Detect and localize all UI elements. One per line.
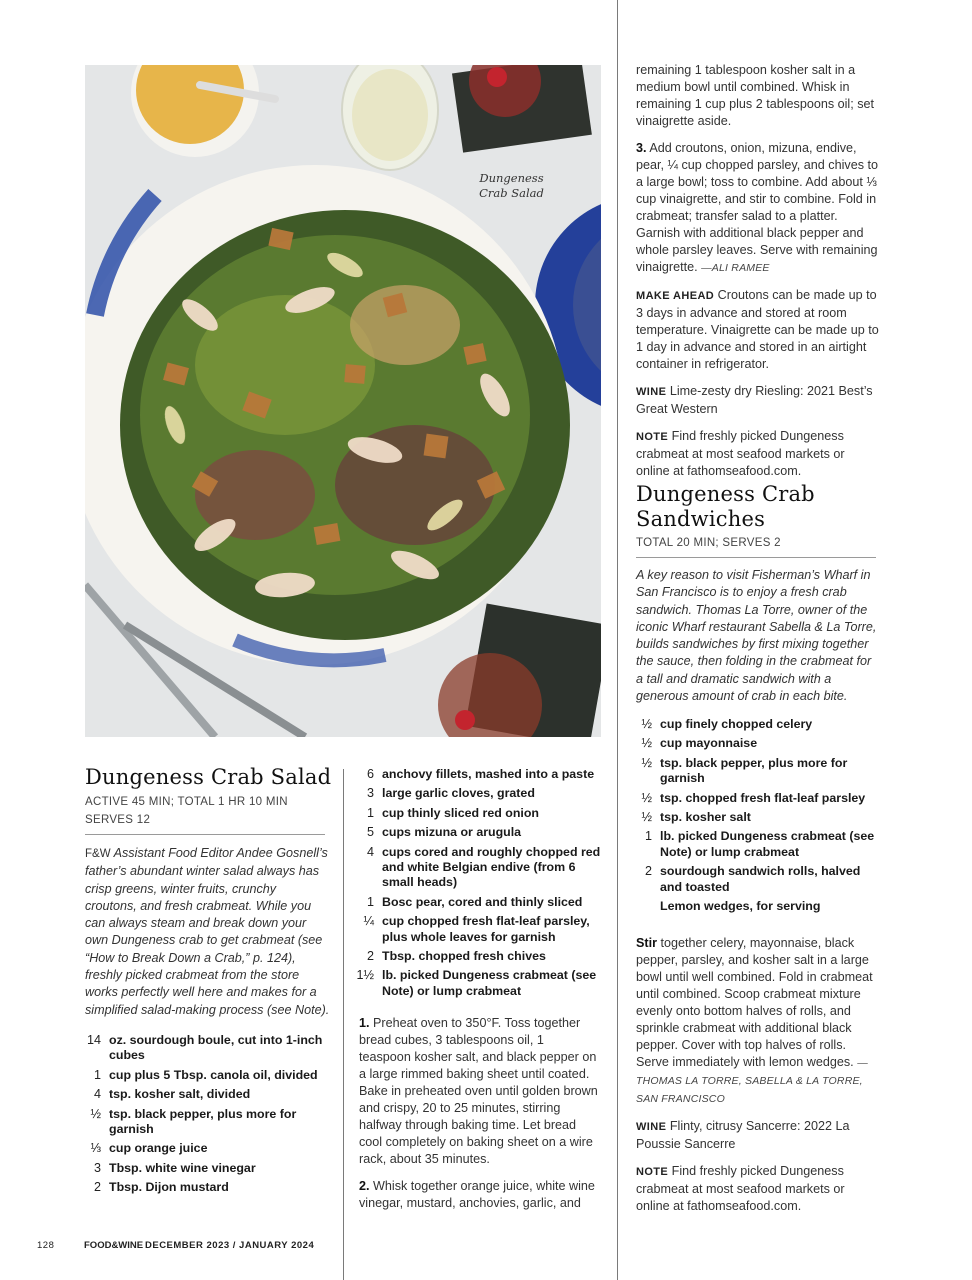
ingredient-row: [636, 864, 881, 895]
note: [636, 428, 881, 480]
recipe-intro-text: Assistant Food Editor Andee Gosnell’s father’s abundant winter salad always has crisp greens, winter fruits, crunchy croutons, and fresh crabmeat. While you can always steam and break down your own Dungeness crab to get crabmeat (see “How to Break Down a Crab,” p. 124), freshly picked crabmeat from the store works perfectly well here and makes for a simplified salad-making process (see Note).: [85, 846, 330, 1017]
ingredient-text: large garlic cloves, grated: [382, 786, 535, 801]
recipe-credit: —ALI RAMEE: [701, 262, 770, 274]
photo-caption: Dungeness Crab Salad: [479, 171, 544, 200]
step-text: Whisk together orange juice, white wine vinegar, mustard, anchovies, garlic, and: [359, 1179, 595, 1210]
ingredient-row: [356, 825, 602, 840]
ingredient-qty: 2: [366, 949, 374, 964]
page-number: 128: [37, 1240, 55, 1251]
step-text: Add croutons, onion, mizuna, endive, pear, ¼ cup chopped parsley, and chives to a large bowl; toss to combine. Add about ⅓ cup vinaigrette, and stir to combine. Fold in crabmeat; transfer salad to a platter. Garnish with additional black pepper and whole parsley leaves. Serve with remaining vinaigrette.: [636, 141, 879, 274]
ingredient-text: Tbsp. Dijon mustard: [109, 1180, 229, 1195]
ingredient-qty: ½: [90, 1106, 101, 1121]
ingredient-row: [85, 1161, 330, 1176]
wine-text: Lime-zesty dry Riesling: 2021 Best’s Great Western: [636, 384, 873, 416]
recipe-meta-serves: SERVES 12: [85, 814, 151, 826]
ingredient-qty: 4: [93, 1087, 101, 1102]
ingredient-text: tsp. chopped fresh flat-leaf parsley: [660, 790, 866, 805]
ingredient-row: [356, 845, 602, 891]
ingredient-text: cup thinly sliced red onion: [382, 805, 539, 820]
header-rule: [85, 834, 325, 835]
ingredient-qty: 2: [644, 864, 652, 879]
ingredient-qty: 2: [93, 1180, 101, 1195]
method-steps-a: [359, 1015, 599, 1222]
ingredient-qty: 1: [93, 1067, 101, 1082]
method-paragraph: [636, 935, 881, 1108]
ingredient-row: [85, 1087, 330, 1102]
salad-photo: [85, 65, 601, 737]
ingredient-text: anchovy fillets, mashed into a paste: [382, 767, 595, 781]
ingredients-list-b: [356, 767, 602, 1003]
ingredient-row: [636, 899, 881, 914]
ingredient-row: [356, 949, 602, 964]
ingredient-text: cup finely chopped celery: [660, 717, 813, 731]
ingredient-row: [356, 806, 602, 821]
ingredient-text: tsp. kosher salt: [660, 810, 751, 825]
ingredient-qty: ½: [641, 717, 652, 731]
ingredient-row: [636, 756, 881, 787]
ingredient-row: [356, 767, 602, 782]
ingredient-text: oz. sourdough boule, cut into 1-inch cubes: [109, 1033, 323, 1063]
ingredient-qty: ⅓: [90, 1141, 101, 1156]
wine-pairing: [636, 383, 881, 418]
ingredient-text: cups mizuna or arugula: [382, 825, 522, 840]
ingredient-text: tsp. black pepper, plus more for garnish: [109, 1106, 297, 1137]
step-2: [359, 1178, 599, 1212]
salad-illustration: [85, 65, 601, 737]
recipe-2-meta: TOTAL 20 MIN; SERVES 2: [636, 537, 781, 549]
ingredient-qty: 3: [366, 786, 374, 801]
ingredients-list-c: [636, 717, 881, 918]
ingredient-qty: 1: [366, 894, 374, 909]
ingredient-qty: 1: [366, 805, 374, 820]
ingredient-row: [356, 786, 602, 801]
ingredient-text: Tbsp. chopped fresh chives: [382, 949, 546, 964]
step-text: Preheat oven to 350°F. Toss together bread cubes, 3 tablespoons oil, 1 teaspoon kosher salt, and black pepper on a large rimmed baking sheet until coated. Bake in preheated oven until golden brown and crispy, 20 to 25 minutes, stirring halfway through baking time. Let bread cool completely on baking sheet on a wire rack, about 35 minutes.: [359, 1016, 598, 1166]
ingredient-text: sourdough sandwich rolls, halved and toasted: [660, 864, 861, 894]
note-text: Find freshly picked Dungeness crabmeat at most seafood markets or online at fathomseafood.com.: [636, 429, 845, 478]
ingredient-row: [636, 810, 881, 825]
recipe-meta-time: ACTIVE 45 MIN; TOTAL 1 HR 10 MIN: [85, 796, 288, 808]
ingredient-row: [85, 1033, 330, 1064]
recipe-2-title: [636, 482, 881, 532]
ingredient-qty: 1½: [356, 968, 374, 983]
column-divider-left: [343, 769, 344, 1280]
ingredient-qty: ½: [641, 755, 652, 770]
note-label: NOTE: [636, 1166, 669, 1178]
ingredient-text: cup plus 5 Tbsp. canola oil, divided: [109, 1067, 318, 1082]
ingredient-text: Lemon wedges, for serving: [660, 899, 821, 914]
ingredient-qty: ½: [641, 810, 652, 825]
ingredient-text: tsp. kosher salt, divided: [109, 1087, 251, 1102]
wine-label: WINE: [636, 386, 667, 398]
recipe-credit: —THOMAS LA TORRE, SABELLA & LA TORRE, SAN FRANCISCO: [636, 1057, 868, 1105]
ingredient-qty: 14: [86, 1033, 101, 1047]
ingredient-text: lb. picked Dungeness crabmeat (see Note) or lump crabmeat: [382, 968, 597, 998]
column-divider-right: [617, 0, 618, 1280]
step-number: 3.: [636, 141, 647, 155]
ingredient-text: cup chopped fresh flat-leaf parsley, plus whole leaves for garnish: [382, 914, 590, 944]
ingredient-qty: 3: [93, 1160, 101, 1175]
recipe-2-method: [636, 935, 881, 1225]
wine-text: Flinty, citrusy Sancerre: 2022 La Poussie Sancerre: [636, 1119, 850, 1151]
ingredient-qty: 1: [644, 829, 652, 844]
recipe-intro: [85, 845, 331, 1019]
ingredient-text: Bosc pear, cored and thinly sliced: [382, 894, 583, 909]
step-number: 2.: [359, 1179, 370, 1193]
ingredient-row: [85, 1180, 330, 1195]
ingredient-text: cup mayonnaise: [660, 736, 758, 751]
ingredient-row: [636, 829, 881, 860]
brand-initials: F&W: [85, 848, 111, 860]
ingredient-row: [636, 736, 881, 751]
ingredient-qty: ¼: [363, 914, 374, 929]
method-lead: Stir: [636, 936, 657, 950]
recipe-title: Dungeness Crab Salad: [85, 765, 332, 789]
ingredient-row: [85, 1141, 330, 1156]
note-text: Find freshly picked Dungeness crabmeat at most seafood markets or online at fathomseafood.com.: [636, 1164, 845, 1213]
note-2: [636, 1163, 881, 1215]
make-ahead-text: Croutons can be made up to 3 days in advance and stored at room temperature. Vinaigrette can be made up to 1 day in advance and stored in an airtight container in refrigerator.: [636, 288, 879, 371]
ingredient-qty: ½: [641, 736, 652, 751]
make-ahead-note: [636, 287, 881, 373]
recipe-2-title-line2: Sandwiches: [636, 507, 766, 531]
header-rule-2: [636, 557, 876, 558]
ingredient-text: Tbsp. white wine vinegar: [109, 1160, 256, 1175]
step-number: 1.: [359, 1016, 370, 1030]
recipe-2-intro: A key reason to visit Fisherman’s Wharf in San Francisco is to enjoy a fresh crab sandwich. Thomas La Torre, owner of the iconic Wharf restaurant Sabella & La Torre, builds sandwiches by first mixing together the sauce, then folding in the crabmeat for a tall and dramatic sandwich with a generous amount of crab in each bite.: [636, 568, 877, 704]
ingredient-text: tsp. black pepper, plus more for garnish: [660, 755, 848, 786]
wine-label: WINE: [636, 1121, 667, 1133]
ingredient-row: [636, 791, 881, 806]
wine-pairing-2: [636, 1118, 881, 1153]
method-text: together celery, mayonnaise, black pepper, parsley, and kosher salt in a large bowl until well combined. Fold in crabmeat until combined. Scoop crabmeat mixture evenly onto bottom halves of rolls, and sprinkle crabmeat with additional black pepper. Cover with top halves of rolls. Serve immediately with lemon wedges.: [636, 936, 873, 1069]
ingredient-row: [356, 895, 602, 910]
recipe-2-title-line1: Dungeness Crab: [636, 482, 815, 506]
ingredient-row: [356, 914, 602, 945]
ingredient-text: cup orange juice: [109, 1141, 208, 1156]
ingredient-text: cups cored and roughly chopped red and white Belgian endive (from 6 small heads): [382, 844, 601, 890]
ingredient-qty: 5: [366, 825, 374, 840]
ingredient-qty: 4: [366, 844, 374, 859]
step-1: [359, 1015, 599, 1168]
ingredient-row: [356, 968, 602, 999]
ingredient-row: [636, 717, 881, 732]
ingredient-qty: ½: [641, 790, 652, 805]
make-ahead-label: MAKE AHEAD: [636, 290, 715, 302]
ingredient-qty: [636, 899, 652, 914]
method-steps-b: [636, 62, 881, 490]
step-2-continued: remaining 1 tablespoon kosher salt in a medium bowl until combined. Whisk in remaining 1 cup plus 2 tablespoons oil; set vinaigrette aside.: [636, 63, 875, 128]
issue-date: DECEMBER 2023 / JANUARY 2024: [145, 1240, 315, 1251]
ingredient-qty: 6: [366, 767, 374, 781]
step-3: [636, 140, 881, 277]
note-label: NOTE: [636, 431, 669, 443]
ingredient-row: [85, 1068, 330, 1083]
ingredient-row: [85, 1107, 330, 1138]
ingredients-list-a: [85, 1033, 330, 1200]
ingredient-text: lb. picked Dungeness crabmeat (see Note) or lump crabmeat: [660, 829, 875, 859]
magazine-logo: FOOD&WINE: [84, 1240, 144, 1251]
